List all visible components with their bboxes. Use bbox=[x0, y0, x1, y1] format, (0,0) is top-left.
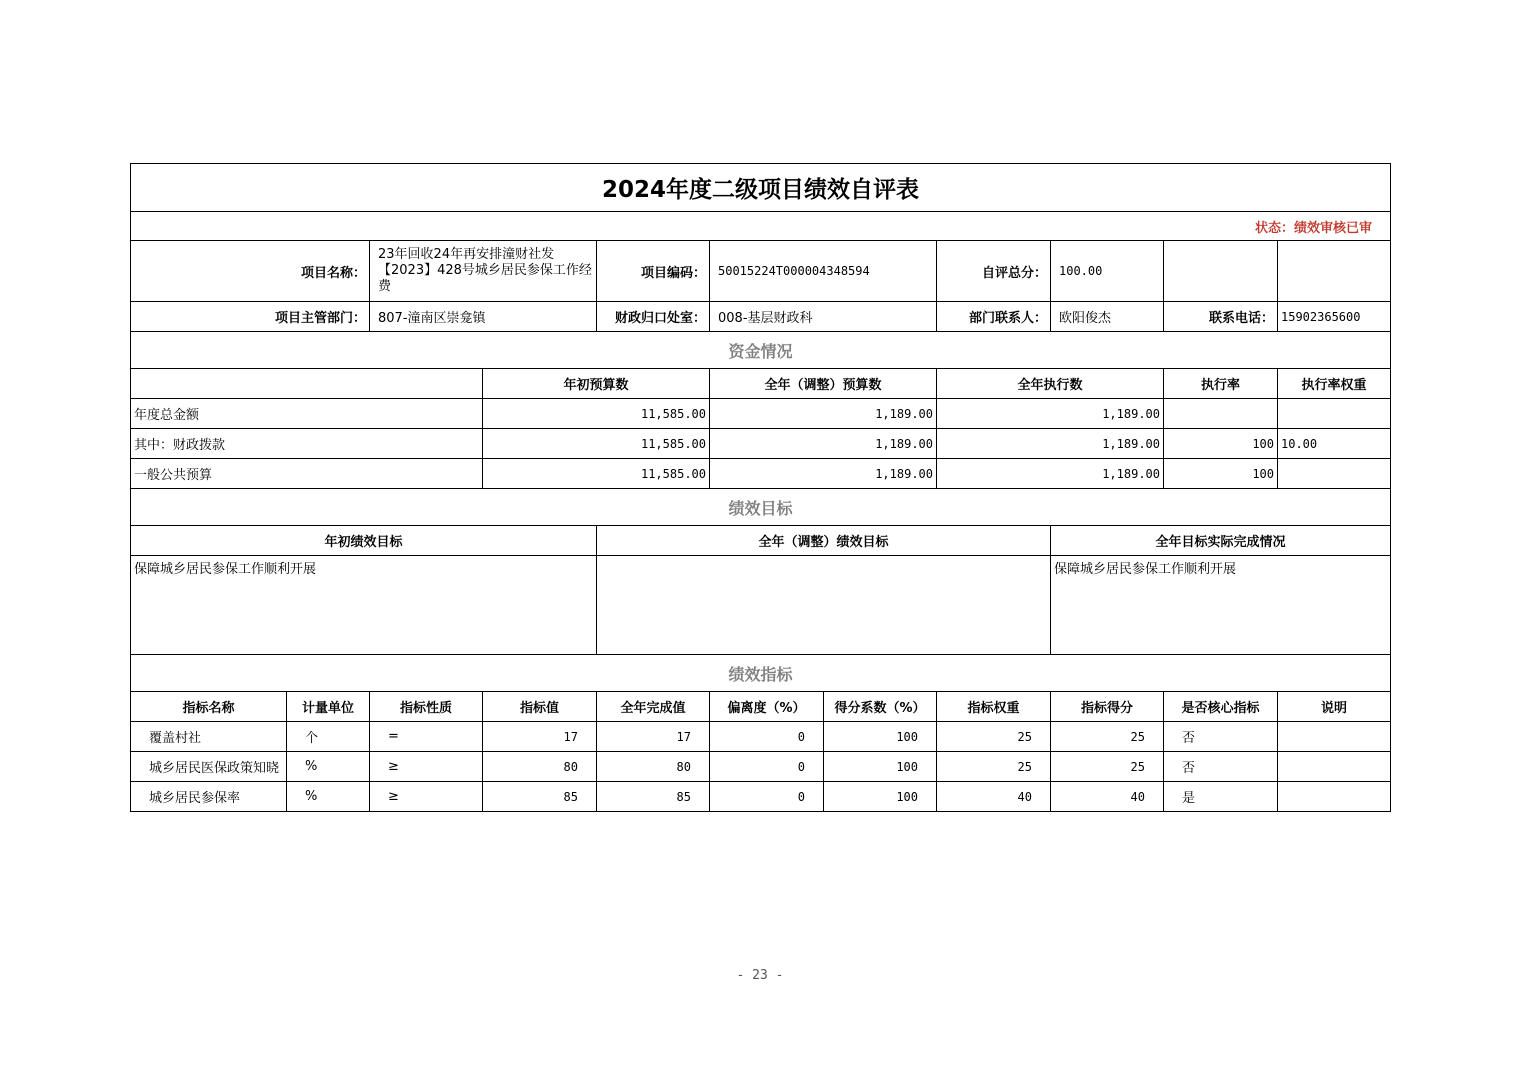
page-title: 2024年度二级项目绩效自评表 bbox=[131, 164, 1391, 212]
project-name-label: 项目名称： bbox=[131, 241, 370, 302]
indicator-cell: 100 bbox=[824, 782, 937, 812]
indicator-row bbox=[131, 782, 1391, 812]
funds-cell: 100 bbox=[1164, 459, 1278, 489]
indicator-cell: 25 bbox=[1051, 752, 1164, 782]
indicator-cell: 0 bbox=[710, 782, 824, 812]
indicator-cell: 85 bbox=[483, 782, 597, 812]
self-score-label: 自评总分： bbox=[937, 241, 1051, 302]
indicator-cell: 100 bbox=[824, 752, 937, 782]
indicator-cell: 80 bbox=[597, 752, 710, 782]
indicator-header: 得分系数（%） bbox=[824, 692, 937, 722]
project-code-label: 项目编码： bbox=[597, 241, 710, 302]
funds-cell bbox=[1164, 399, 1278, 429]
indicator-header: 指标性质 bbox=[370, 692, 483, 722]
goals-section-title: 绩效目标 bbox=[131, 489, 1391, 526]
indicator-cell: 25 bbox=[937, 722, 1051, 752]
indicator-cell: 0 bbox=[710, 752, 824, 782]
funds-cell: 100 bbox=[1164, 429, 1278, 459]
funds-cell: 1,189.00 bbox=[937, 459, 1164, 489]
blank-cell bbox=[1164, 241, 1278, 302]
indicator-cell: 城乡居民医保政策知晓 bbox=[131, 752, 287, 782]
funds-header: 全年（调整）预算数 bbox=[710, 369, 937, 399]
funds-cell: 1,189.00 bbox=[710, 399, 937, 429]
blank-cell bbox=[1278, 241, 1391, 302]
indicator-header: 计量单位 bbox=[287, 692, 370, 722]
actual-completion-text: 保障城乡居民参保工作顺利开展 bbox=[1051, 556, 1391, 655]
funds-row bbox=[131, 429, 1391, 459]
indicator-header: 偏离度（%） bbox=[710, 692, 824, 722]
indicator-cell: ≥ bbox=[370, 752, 483, 782]
funds-header: 年初预算数 bbox=[483, 369, 710, 399]
indicator-cell bbox=[1278, 722, 1391, 752]
dept-value: 807-潼南区崇龛镇 bbox=[370, 302, 597, 332]
project-code-value: 50015224T000004348594 bbox=[710, 241, 937, 302]
indicator-header: 指标名称 bbox=[131, 692, 287, 722]
funds-cell: 1,189.00 bbox=[937, 429, 1164, 459]
funds-cell bbox=[1278, 399, 1391, 429]
phone-label: 联系电话： bbox=[1164, 302, 1278, 332]
goals-header: 年初绩效目标 bbox=[131, 526, 597, 556]
project-name-value: 23年回收24年再安排潼财社发【2023】428号城乡居民参保工作经费 bbox=[370, 241, 597, 302]
funds-header: 全年执行数 bbox=[937, 369, 1164, 399]
funds-cell: 1,189.00 bbox=[710, 459, 937, 489]
indicator-header: 指标得分 bbox=[1051, 692, 1164, 722]
indicator-cell: % bbox=[287, 752, 370, 782]
finance-office-value: 008-基层财政科 bbox=[710, 302, 937, 332]
indicator-cell: 40 bbox=[937, 782, 1051, 812]
funds-section-title: 资金情况 bbox=[131, 332, 1391, 369]
indicator-cell: 17 bbox=[483, 722, 597, 752]
indicator-cell: 否 bbox=[1164, 752, 1278, 782]
status-badge: 状态：绩效审核已审 bbox=[131, 212, 1391, 241]
funds-cell: 10.00 bbox=[1278, 429, 1391, 459]
funds-row bbox=[131, 459, 1391, 489]
indicator-header: 是否核心指标 bbox=[1164, 692, 1278, 722]
dept-label: 项目主管部门： bbox=[131, 302, 370, 332]
adjusted-goal-text bbox=[597, 556, 1051, 655]
initial-goal-text: 保障城乡居民参保工作顺利开展 bbox=[131, 556, 597, 655]
funds-cell: 一般公共预算 bbox=[131, 459, 483, 489]
funds-cell bbox=[1278, 459, 1391, 489]
indicator-cell bbox=[1278, 782, 1391, 812]
indicator-header: 指标值 bbox=[483, 692, 597, 722]
contact-value: 欧阳俊杰 bbox=[1051, 302, 1164, 332]
funds-cell: 11,585.00 bbox=[483, 429, 710, 459]
indicator-cell: = bbox=[370, 722, 483, 752]
indicator-cell: 否 bbox=[1164, 722, 1278, 752]
indicator-cell: % bbox=[287, 782, 370, 812]
indicator-header: 指标权重 bbox=[937, 692, 1051, 722]
indicator-header: 说明 bbox=[1278, 692, 1391, 722]
funds-cell: 11,585.00 bbox=[483, 459, 710, 489]
indicator-cell bbox=[1278, 752, 1391, 782]
funds-header: 执行率权重 bbox=[1278, 369, 1391, 399]
indicator-cell: 覆盖村社 bbox=[131, 722, 287, 752]
indicator-cell: 85 bbox=[597, 782, 710, 812]
indicator-cell: 城乡居民参保率 bbox=[131, 782, 287, 812]
indicator-row bbox=[131, 752, 1391, 782]
goals-header: 全年目标实际完成情况 bbox=[1051, 526, 1391, 556]
indicator-cell: ≥ bbox=[370, 782, 483, 812]
self-score-value: 100.00 bbox=[1051, 241, 1164, 302]
indicator-cell: 个 bbox=[287, 722, 370, 752]
funds-row bbox=[131, 399, 1391, 429]
funds-cell: 11,585.00 bbox=[483, 399, 710, 429]
funds-cell: 年度总金额 bbox=[131, 399, 483, 429]
funds-header: 执行率 bbox=[1164, 369, 1278, 399]
indicator-cell: 是 bbox=[1164, 782, 1278, 812]
self-evaluation-table bbox=[130, 163, 1391, 812]
funds-cell: 其中：财政拨款 bbox=[131, 429, 483, 459]
funds-header bbox=[131, 369, 483, 399]
finance-office-label: 财政归口处室： bbox=[597, 302, 710, 332]
indicators-section-title: 绩效指标 bbox=[131, 655, 1391, 692]
indicator-cell: 80 bbox=[483, 752, 597, 782]
indicator-cell: 40 bbox=[1051, 782, 1164, 812]
funds-cell: 1,189.00 bbox=[937, 399, 1164, 429]
page-number: - 23 - bbox=[736, 968, 784, 983]
contact-label: 部门联系人： bbox=[937, 302, 1051, 332]
indicator-cell: 25 bbox=[1051, 722, 1164, 752]
indicator-cell: 100 bbox=[824, 722, 937, 752]
indicator-row bbox=[131, 722, 1391, 752]
indicator-header: 全年完成值 bbox=[597, 692, 710, 722]
phone-value: 15902365600 bbox=[1278, 302, 1391, 332]
goals-header: 全年（调整）绩效目标 bbox=[597, 526, 1051, 556]
indicator-cell: 25 bbox=[937, 752, 1051, 782]
funds-cell: 1,189.00 bbox=[710, 429, 937, 459]
indicator-cell: 17 bbox=[597, 722, 710, 752]
indicator-cell: 0 bbox=[710, 722, 824, 752]
